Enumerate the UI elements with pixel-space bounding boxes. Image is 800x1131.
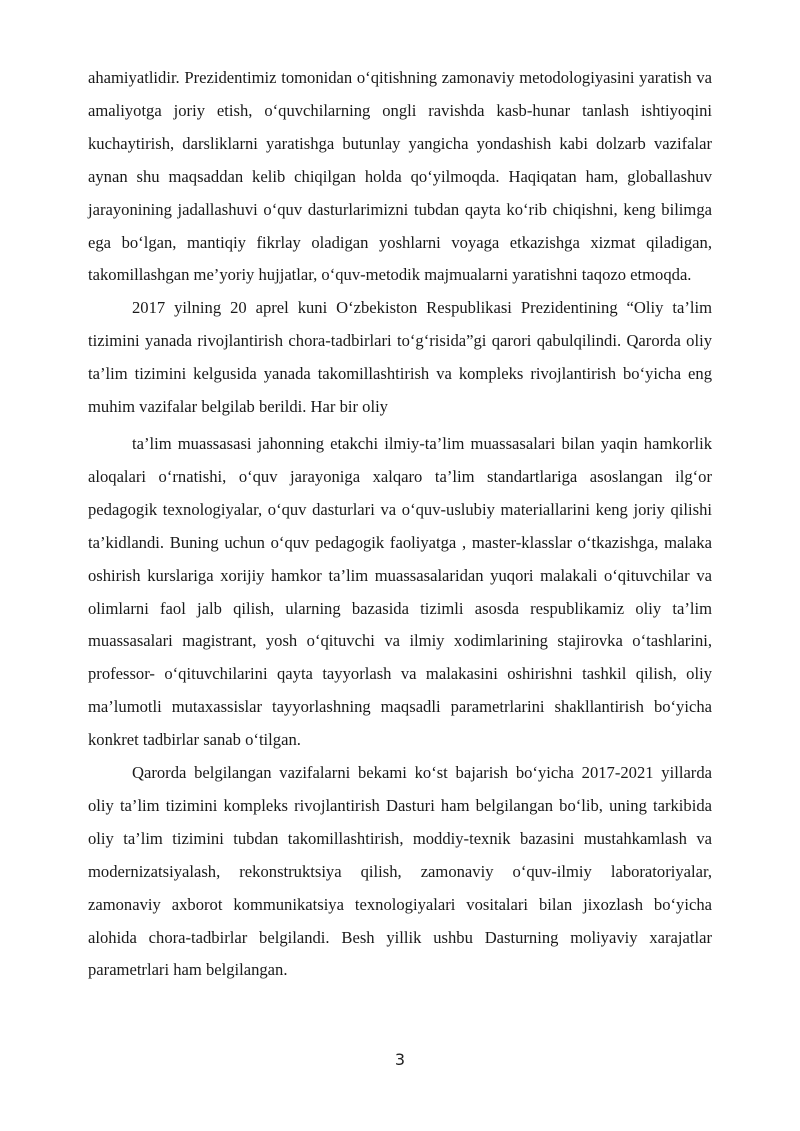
paragraph-decree-2017: 2017 yilning 20 aprel kuni O‘zbekiston Respublikasi Prezidentining “Oliy ta’lim tizimini yanada rivojlantirish chora-tadbirlari to‘g‘risida”gi qarori qabulqilindi. Qarorda oliy ta’lim tizimini kelgusida yanada takomillashtirish va kompleks rivojlantirish bo‘yicha eng muhim vazifalar belgilab berildi. Har bir oliy [88,298,712,417]
paragraph-program-2017-2021: Qarorda belgilangan vazifalarni bekami ko‘st bajarish bo‘yicha 2017-2021 yillarda oliy ta’lim tizimini kompleks rivojlantirish Dasturi ham belgilangan bo‘lib, uning tarkibida oliy ta’lim tizimini tubdan takomillashtirish, moddiy-texnik bazasini mustahkamlash va modernizatsiyalash, rekonstruktsiya qilish, zamonaviy o‘quv-ilmiy laboratoriyalar, zamonaviy axborot kommunikatsiya texnologiyalari vositalari bilan jixozlash bo‘yicha alohida chora-tadbirlar belgilandi. Besh yillik ushbu Dasturning moliyaviy xarajatlar parametrlari ham belgilangan. [88,763,712,980]
page-number: 3 [394,1050,406,1069]
document-page [88,62,712,987]
paragraph-cooperation: ta’lim muassasasi jahonning etakchi ilmiy-ta’lim muassasalari bilan yaqin hamkorlik aloqalari o‘rnatishi, o‘quv jarayoniga xalqaro ta’lim standartlariga asoslangan ilg‘or pedagogik texnologiyalar, o‘quv dasturlari va o‘quv-uslubiy materiallarini keng joriy qilishi ta’kidlandi. Buning uchun o‘quv pedagogik faoliyatga , master-klasslar o‘tkazishga, malaka oshirish kurslariga xorijiy hamkor ta’lim muassasalaridan yuqori malakali o‘qituvchilar va olimlarni faol jalb qilish, ularning bazasida tizimli asosda respublikamiz oliy ta’lim muassasalari magistrant, yosh o‘qituvchi va ilmiy xodimlarining stajirovka o‘tashlarini, professor- o‘qituvchilarini qayta tayyorlash va malakasini oshirishni tashkil qilish, oliy ma’lumotli mutaxassislar tayyorlashning maqsadli parametrlarini shakllantirish bo‘yicha konkret tadbirlar sanab o‘tilgan. [88,433,712,750]
paragraph-continuation: ahamiyatlidir. Prezidentimiz tomonidan o‘qitishning zamonaviy metodologiyasini yaratish va amaliyotga joriy etish, o‘quvchilarning ongli ravishda kasb-hunar tanlash ishtiyoqini kuchaytirish, darsliklarni yaratishga butunlay yangicha yondashish kabi dolzarb vazifalar aynan shu maqsaddan kelib chiqilgan holda qo‘yilmoqda. Haqiqatan ham, globallashuv jarayonining jadallashuvi o‘quv dasturlarimizni tubdan qayta ko‘rib chiqishni, keng bilimga ega bo‘lgan, mantiqiy fikrlay oladigan yoshlarni voyaga etkazishga xizmat qiladigan, takomillashgan me’yoriy hujjatlar, o‘quv-metodik majmualarni yaratishni taqozo etmoqda. [88,68,712,285]
